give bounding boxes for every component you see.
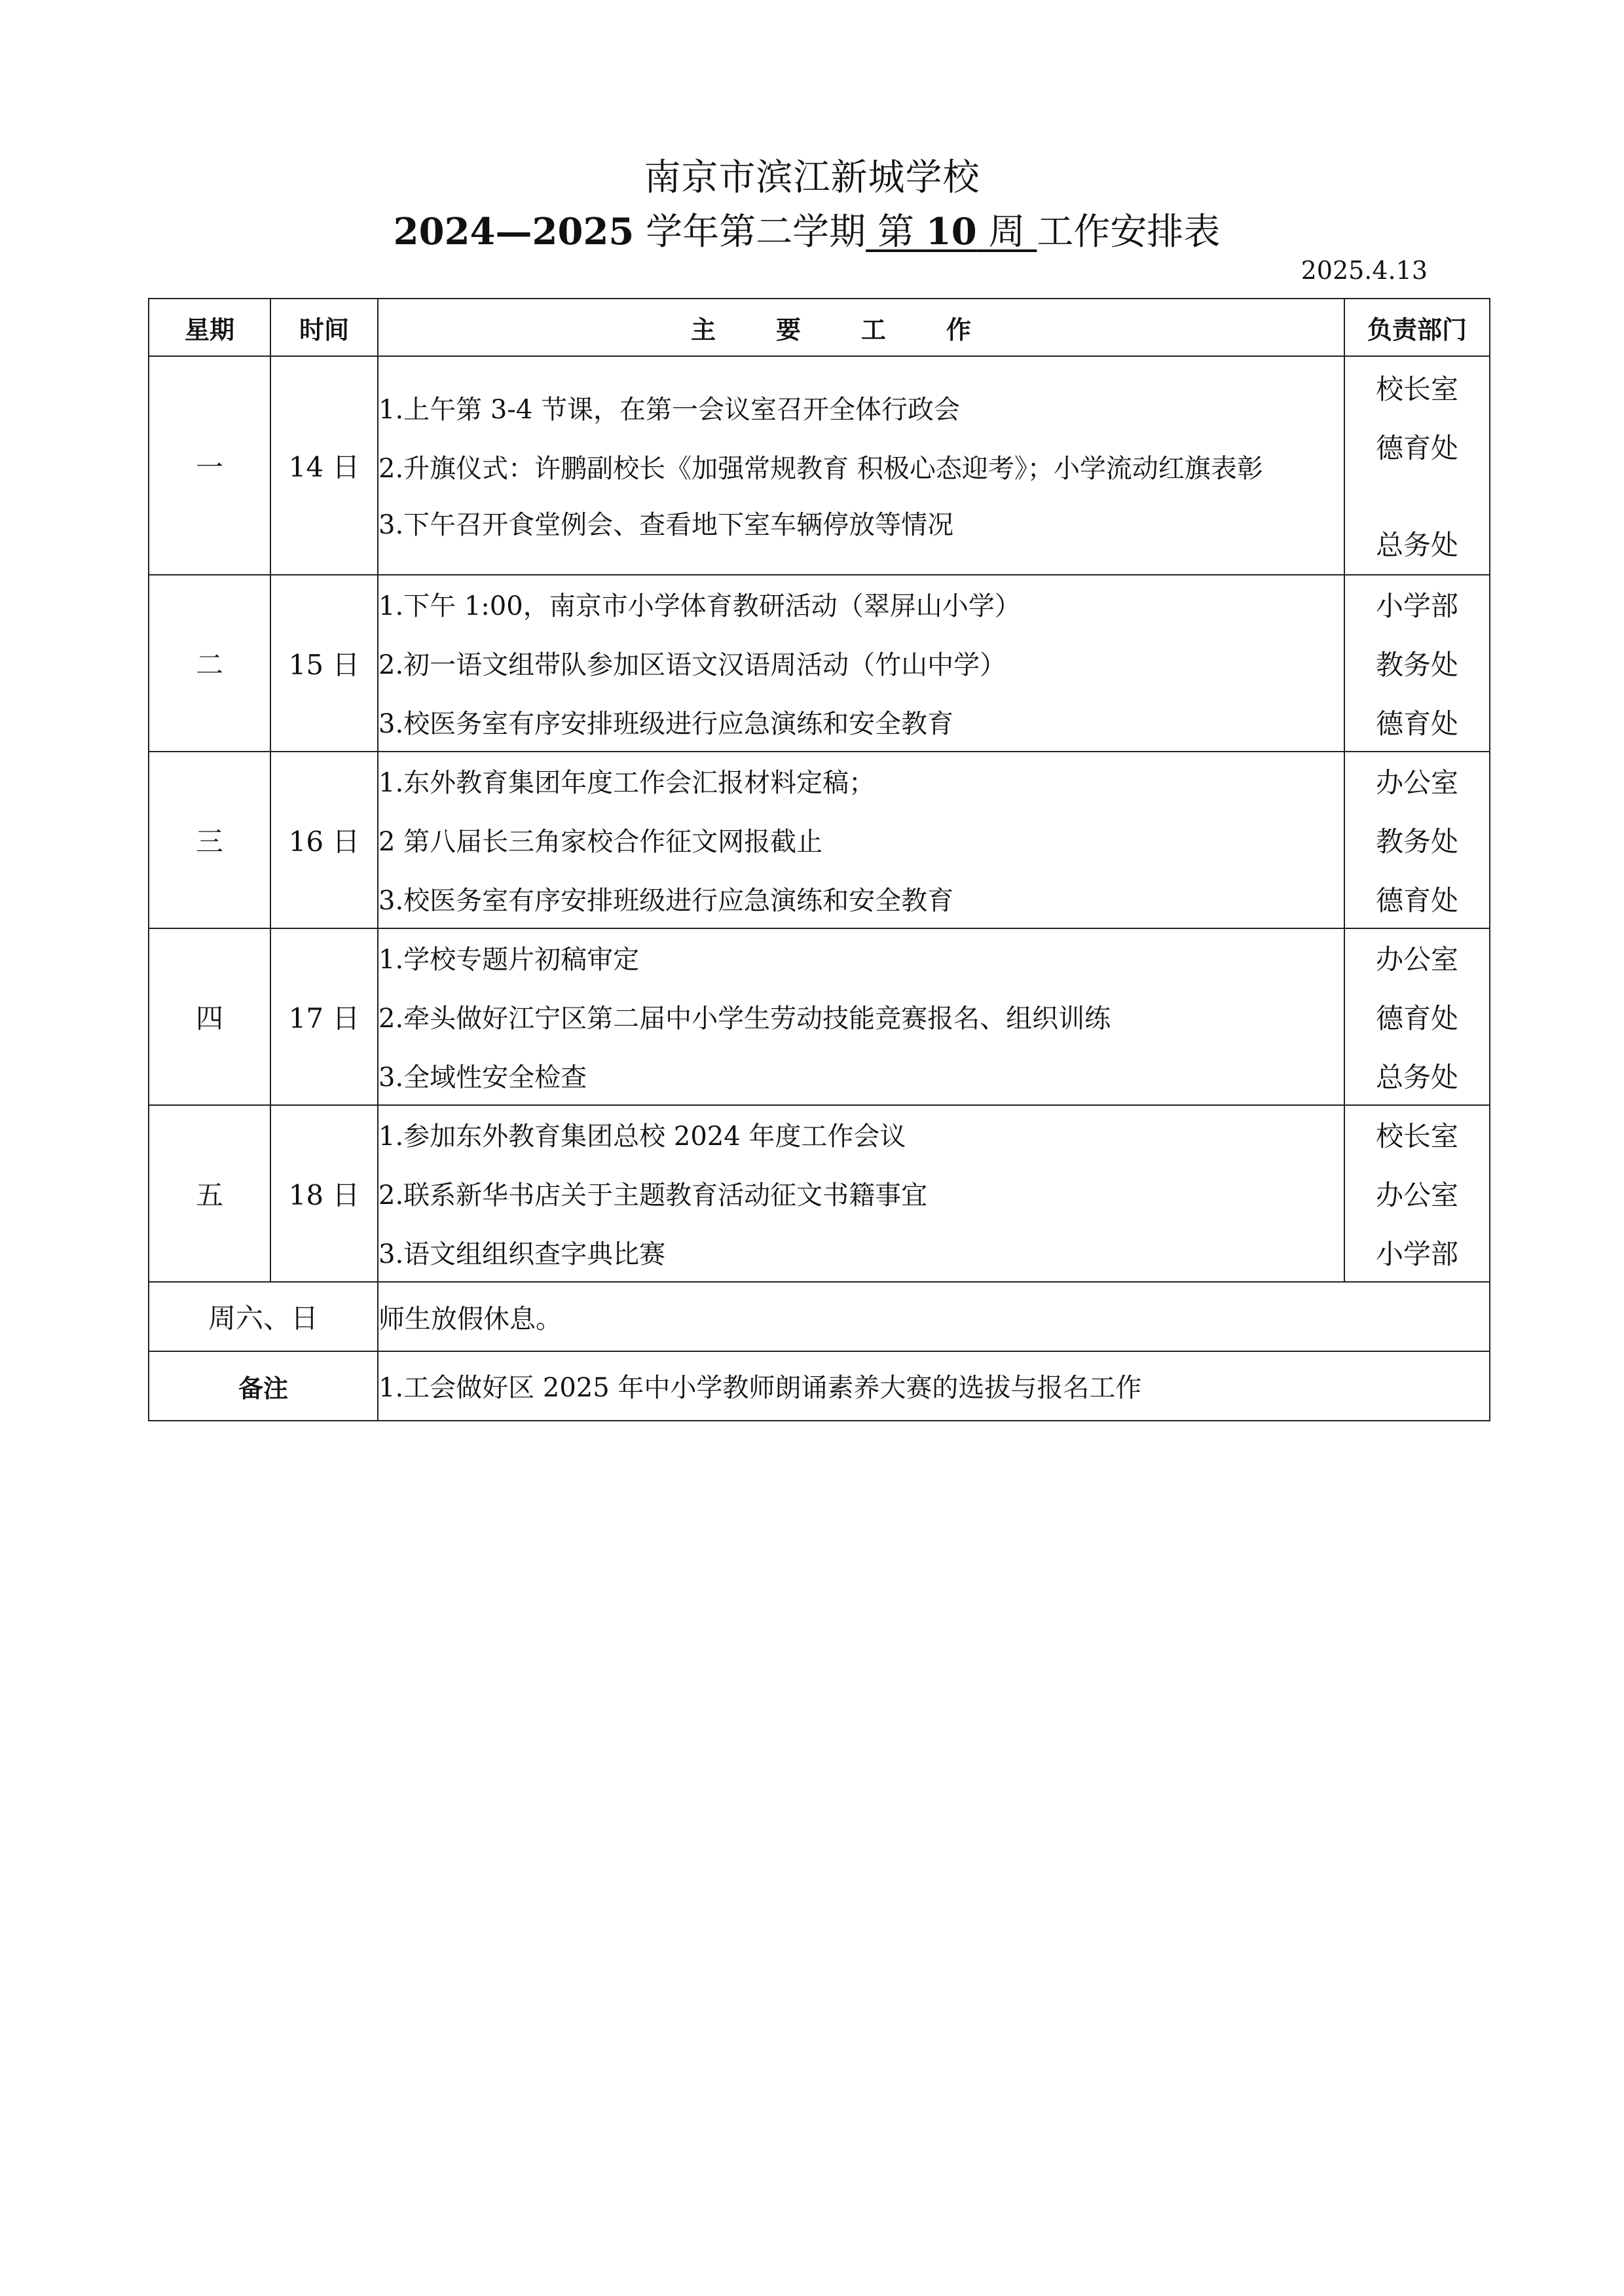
task-item: 3.全域性安全检查 (378, 1063, 587, 1093)
task-item: 3.校医务室有序安排班级进行应急演练和安全教育 (378, 709, 954, 739)
header-main-work: 主要工作 (378, 299, 1344, 356)
task-item: 1.下午 1:00，南京市小学体育教研活动（翠屏山小学） (378, 591, 1021, 621)
department-item: 校长室 (1375, 1120, 1458, 1152)
task-item: 2 第八届长三角家校合作征文网报截止 (378, 827, 823, 857)
task-item: 3.语文组组织查字典比赛 (378, 1239, 666, 1269)
day-row-wednesday (149, 752, 1490, 928)
date-cell: 15 日 (270, 575, 378, 752)
department-item: 教务处 (1375, 826, 1458, 858)
task-item: 3.下午召开食堂例会、查看地下室车辆停放等情况 (378, 510, 954, 540)
task-item: 2.初一语文组带队参加区语文汉语周活动（竹山中学） (378, 650, 1006, 680)
departments-cell (1344, 356, 1490, 575)
department-item: 教务处 (1375, 649, 1458, 681)
tasks-cell (378, 1105, 1344, 1282)
department-item: 总务处 (1375, 1061, 1458, 1093)
day-row-tuesday (149, 575, 1490, 752)
task-item: 1.东外教育集团年度工作会汇报材料定稿； (378, 768, 876, 798)
date-cell: 14 日 (270, 356, 378, 575)
header-time: 时间 (270, 299, 378, 356)
weekend-row (149, 1282, 1490, 1351)
week-number: 10 (925, 210, 977, 253)
date-cell: 17 日 (270, 928, 378, 1105)
week-suffix: 周 (976, 211, 1037, 253)
academic-year: 2024—2025 (393, 210, 635, 253)
date-cell: 18 日 (270, 1105, 378, 1282)
department-item: 总务处 (1375, 529, 1458, 561)
schedule-table (148, 298, 1490, 1421)
semester-text: 学年第二学期 (634, 211, 866, 253)
task-item: 1.参加东外教育集团总校 2024 年度工作会议 (378, 1121, 906, 1152)
weekend-label: 周六、日 (149, 1282, 378, 1351)
day-row-monday (149, 356, 1490, 575)
tasks-cell (378, 752, 1344, 928)
task-item: 2.牵头做好江宁区第二届中小学生劳动技能竞赛报名、组织训练 (378, 1004, 1111, 1034)
weekday-cell: 三 (149, 752, 270, 928)
header-weekday: 星期 (149, 299, 270, 356)
department-item: 小学部 (1375, 590, 1458, 622)
task-item: 2.升旗仪式：许鹏副校长《加强常规教育 积极心态迎考》；小学流动红旗表彰 (378, 454, 1263, 484)
department-item: 办公室 (1375, 1179, 1458, 1211)
weekday-cell: 四 (149, 928, 270, 1105)
departments-cell (1344, 752, 1490, 928)
school-name: 南京市滨江新城学校 (644, 156, 980, 199)
departments-cell (1344, 928, 1490, 1105)
weekday-cell: 二 (149, 575, 270, 752)
date-cell: 16 日 (270, 752, 378, 928)
remarks-cell (378, 1351, 1490, 1421)
remarks-row (149, 1351, 1490, 1421)
tasks-cell (378, 928, 1344, 1105)
issue-date: 2025.4.13 (1301, 256, 1428, 285)
header-row (149, 299, 1490, 356)
header-department: 负责部门 (1344, 299, 1490, 356)
document-title (0, 152, 1624, 260)
weekend-text: 师生放假休息。 (378, 1282, 1490, 1351)
tasks-cell (378, 356, 1344, 575)
day-row-friday (149, 1105, 1490, 1282)
department-item: 校长室 (1375, 373, 1458, 405)
task-item: 3.校医务室有序安排班级进行应急演练和安全教育 (378, 886, 954, 916)
department-item: 办公室 (1375, 767, 1458, 799)
department-item: 德育处 (1375, 1002, 1458, 1034)
department-item: 小学部 (1375, 1238, 1458, 1270)
task-item: 1.上午第 3-4 节课，在第一会议室召开全体行政会 (378, 395, 961, 425)
departments-cell (1344, 1105, 1490, 1282)
department-item: 办公室 (1375, 943, 1458, 975)
schedule-title (0, 204, 1619, 260)
week-label (866, 211, 1037, 253)
task-item: 2.联系新华书店关于主题教育活动征文书籍事宜 (378, 1180, 928, 1211)
task-item: 1.学校专题片初稿审定 (378, 945, 640, 975)
week-prefix: 第 (866, 211, 926, 253)
remark-item: 1.工会做好区 2025 年中小学教师朗诵素养大赛的选拔与报名工作 (378, 1373, 1142, 1403)
title-suffix: 工作安排表 (1037, 211, 1221, 253)
weekday-cell: 五 (149, 1105, 270, 1282)
department-item: 德育处 (1375, 884, 1458, 917)
tasks-cell (378, 575, 1344, 752)
weekday-cell: 一 (149, 356, 270, 575)
department-item: 德育处 (1375, 432, 1458, 464)
day-row-thursday (149, 928, 1490, 1105)
departments-cell (1344, 575, 1490, 752)
remarks-label: 备注 (149, 1351, 378, 1421)
department-item: 德育处 (1375, 708, 1458, 740)
